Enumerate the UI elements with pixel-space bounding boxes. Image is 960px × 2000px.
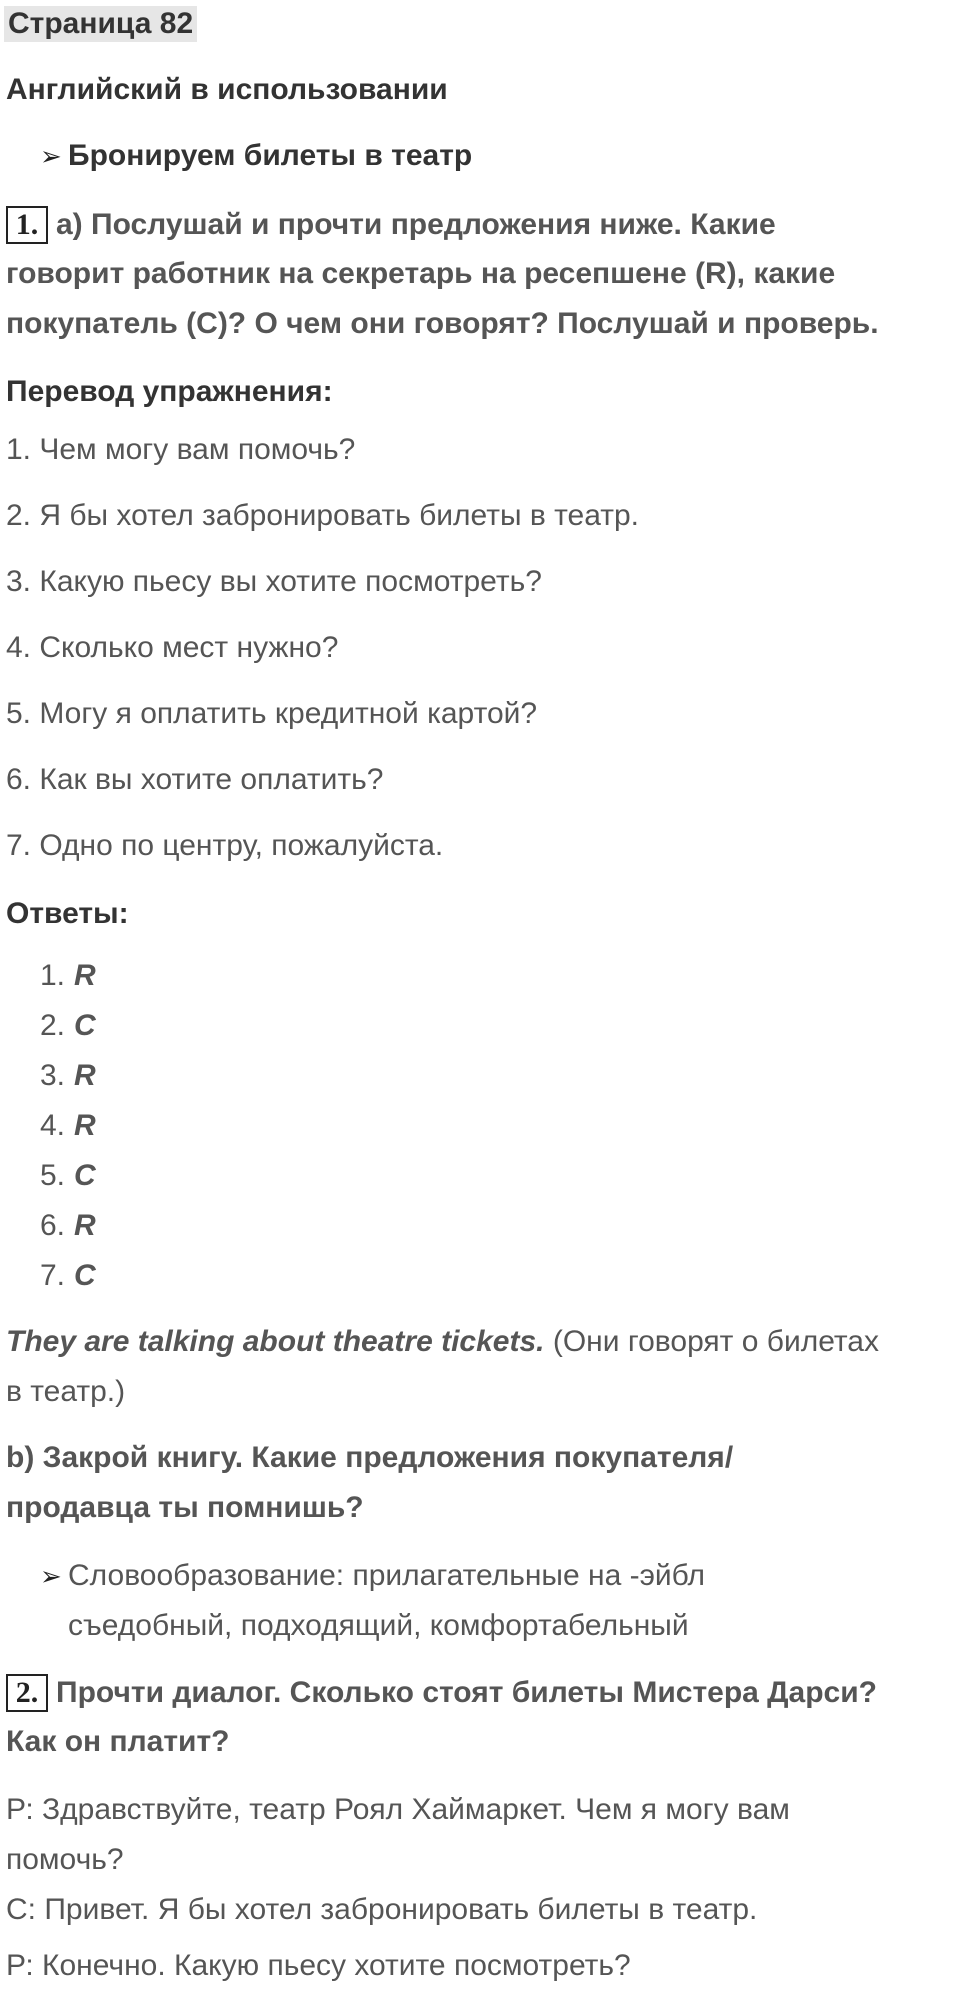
translation-item: 5. Могу я оплатить кредитной картой?: [6, 697, 538, 730]
exercise1-task-line-2: говорит работник на секретарь на ресепшене (R), какие: [6, 257, 836, 290]
translation-item: 3. Какую пьесу вы хотите посмотреть?: [6, 565, 542, 598]
exercise2-task-line-2: Как он платит?: [6, 1725, 230, 1758]
exercise2-number-box: 2.: [6, 1674, 48, 1712]
dialogue-line: С: Привет. Я бы хотел забронировать билеты в театр.: [6, 1893, 758, 1926]
answer-item: 7. C: [40, 1259, 96, 1292]
part-b-line-1: b) Закрой книгу. Какие предложения покупателя/: [6, 1441, 734, 1474]
translation-item: 1. Чем могу вам помочь?: [6, 433, 356, 466]
word-formation-line-2: съедобный, подходящий, комфортабельный: [68, 1609, 689, 1642]
answer-item: 6. R: [40, 1209, 96, 1242]
exercise2-task-line-1: 2. Прочти диалог. Сколько стоят билеты Мистера Дарси?: [6, 1674, 877, 1712]
summary-line-1: [6, 1324, 879, 1360]
translation-item: 2. Я бы хотел забронировать билеты в театр.: [6, 499, 639, 532]
summary-russian: (Они говорят о билетах: [544, 1325, 879, 1358]
arrow-bullet-icon: ➢: [40, 1561, 62, 1591]
part-b-line-2: продавца ты помнишь?: [6, 1491, 364, 1524]
word-formation-line-1: ➢ Словообразование: прилагательные на -эйбл: [40, 1559, 705, 1592]
subsection-title-text: Бронируем билеты в театр: [68, 139, 473, 172]
translation-item: 7. Одно по центру, пожалуйста.: [6, 829, 444, 862]
answer-item: 4. R: [40, 1109, 96, 1142]
answer-item: 5. C: [40, 1159, 96, 1192]
translation-item: 6. Как вы хотите оплатить?: [6, 763, 384, 796]
dialogue-line: Р: Конечно. Какую пьесу хотите посмотреть?: [6, 1949, 631, 1982]
summary-english: They are talking about theatre tickets.: [6, 1325, 545, 1358]
dialogue-line: Р: Здравствуйте, театр Роял Хаймаркет. Чем я могу вам: [6, 1793, 790, 1826]
answers-heading: Ответы:: [6, 897, 129, 930]
answer-item: 3. R: [40, 1059, 96, 1092]
dialogue-line: помочь?: [6, 1843, 124, 1876]
subsection-title: [40, 138, 472, 174]
exercise1-task-line-3: покупатель (C)? О чем они говорят? Послушай и проверь.: [6, 307, 879, 340]
page-label: Страница 82: [4, 6, 197, 42]
answer-item: 1. R: [40, 959, 96, 992]
translation-item: 4. Сколько мест нужно?: [6, 631, 339, 664]
translation-heading: Перевод упражнения:: [6, 375, 333, 408]
exercise1-number-box: 1.: [6, 206, 48, 244]
exercise1-task-line-1: 1. а) Послушай и прочти предложения ниже. Какие: [6, 206, 776, 244]
answer-item: 2. C: [40, 1009, 96, 1042]
arrow-bullet-icon: ➢: [40, 141, 62, 171]
summary-line-2: в театр.): [6, 1375, 126, 1408]
section-title: Английский в использовании: [6, 73, 448, 106]
